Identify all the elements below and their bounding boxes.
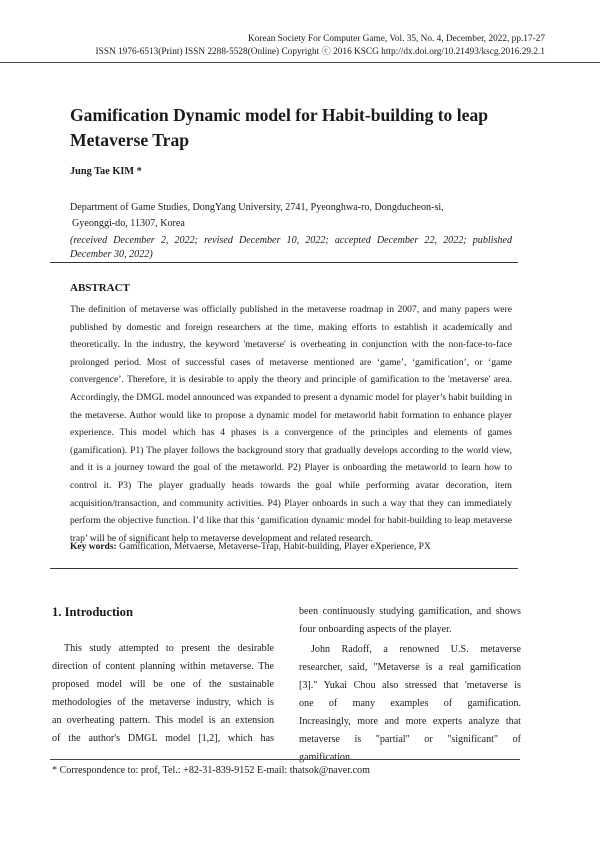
intro-right-line: researcher, said, "Metaverse is a real gamification [299,662,521,673]
intro-right-line: John Radoff, a renowned U.S. metaverse [311,644,521,655]
intro-right-line: gamification. [299,752,353,763]
header-divider [0,62,600,63]
intro-right-line: Increasingly, more and more experts analyze that [299,716,521,727]
footnote-correspondence: * Correspondence to: prof, Tel.: +82-31-839-9152 E-mail: thatsok@naver.com [52,765,370,776]
intro-right-column [299,603,521,767]
intro-left-line: This study attempted to present the desirable [64,643,274,654]
intro-left-line: an overheating pattern. This model is an extension [52,715,274,726]
intro-left-line: direction of content planning within metaverse. The [52,661,274,672]
intro-left-line: of the author's DMGL model [1,2], which has [52,733,274,744]
intro-left-line: methodologies of the metaverse industry, which is [52,697,274,708]
intro-right-line: [3]." Yukai Chou also stressed that 'metaverse is [299,680,521,691]
intro-right-line: been continuously studying gamification, and shows [299,606,521,617]
abstract-heading: ABSTRACT [70,282,130,294]
title-line-2: Metaverse Trap [70,130,190,150]
abstract-top-divider [50,262,518,263]
affiliation-line1: Department of Game Studies, DongYang University, 2741, Pyeonghwa-ro, Dongducheon-si, [70,202,444,213]
keywords-label: Key words: [70,542,117,552]
section-heading-introduction: 1. Introduction [52,605,133,619]
intro-left-line: proposed model will be one of the sustainable [52,679,274,690]
intro-right-line: one of many examples of gamification. [299,698,521,709]
keywords [70,542,431,552]
journal-header-line1: Korean Society For Computer Game, Vol. 35, No. 4, December, 2022, pp.17-27 [248,34,545,44]
keywords-bottom-divider [50,568,518,569]
abstract-body: The definition of metaverse was officially published in the metaverse roadmap in 2007, and many papers were published by domestic and foreign researchers at the time, making efforts to establish it academically and theoretically. In the industry, the keyword 'metaverse' is overheating in conjunction with the non-face-to-face prolonged period. Most of successful cases of metaverse mentioned are ‘game’, ‘gamification’, or ‘game convergence’. Therefore, it is desirable to apply the theory and principle of gamification to the 'metaverse' area. Accordingly, the DMGL model announced was expanded to present a dynamic model for player’s habit building in the metaverse. Author would like to propose a dynamic model for metaworld habit formation to enhance player experience. This model which has 4 phases is a convergence of the principles and elements of games (gamification). P1) The player follows the background story that gradually develops according to the world view, and it is a journey toward the goal of the metaworld. P2) Player is onboarding the metaworld to learn how to control it. P3) The player gradually heads towards the goal while performing avatar decoration, item acquisition/transaction, and community activities. P4) Player onboards in such a way that they can immediately perform the objective function. I’d like that this ‘gamification dynamic model for habit-building to leap metaverse trap’ will be of significant help to metaverse development and related research. [70,304,512,544]
received-dates: (received December 2, 2022; revised December 10, 2022; accepted December 22, 2022; published December 30, 2022) [70,235,512,260]
affiliation-line2: Gyeonggi-do, 11307, Korea [72,218,185,229]
intro-left-column [52,640,274,748]
title-line-1: Gamification Dynamic model for Habit-building to leap [70,105,489,125]
keywords-text: Gamification, Metvaerse, Metaverse-Trap, Habit-building, Player eXperience, PX [119,542,431,552]
footnote-divider [50,759,520,760]
author-name: Jung Tae KIM * [70,166,142,177]
intro-right-line: four onboarding aspects of the player. [299,624,452,635]
intro-right-line: metaverse is "partial" or "significant" of [299,734,521,745]
paper-title [70,103,540,153]
journal-header-line2: ISSN 1976-6513(Print) ISSN 2288-5528(Online) Copyright ⓒ 2016 KSCG http://dx.doi.org/10.21493/kscg.2016.29.2.1 [95,47,545,57]
